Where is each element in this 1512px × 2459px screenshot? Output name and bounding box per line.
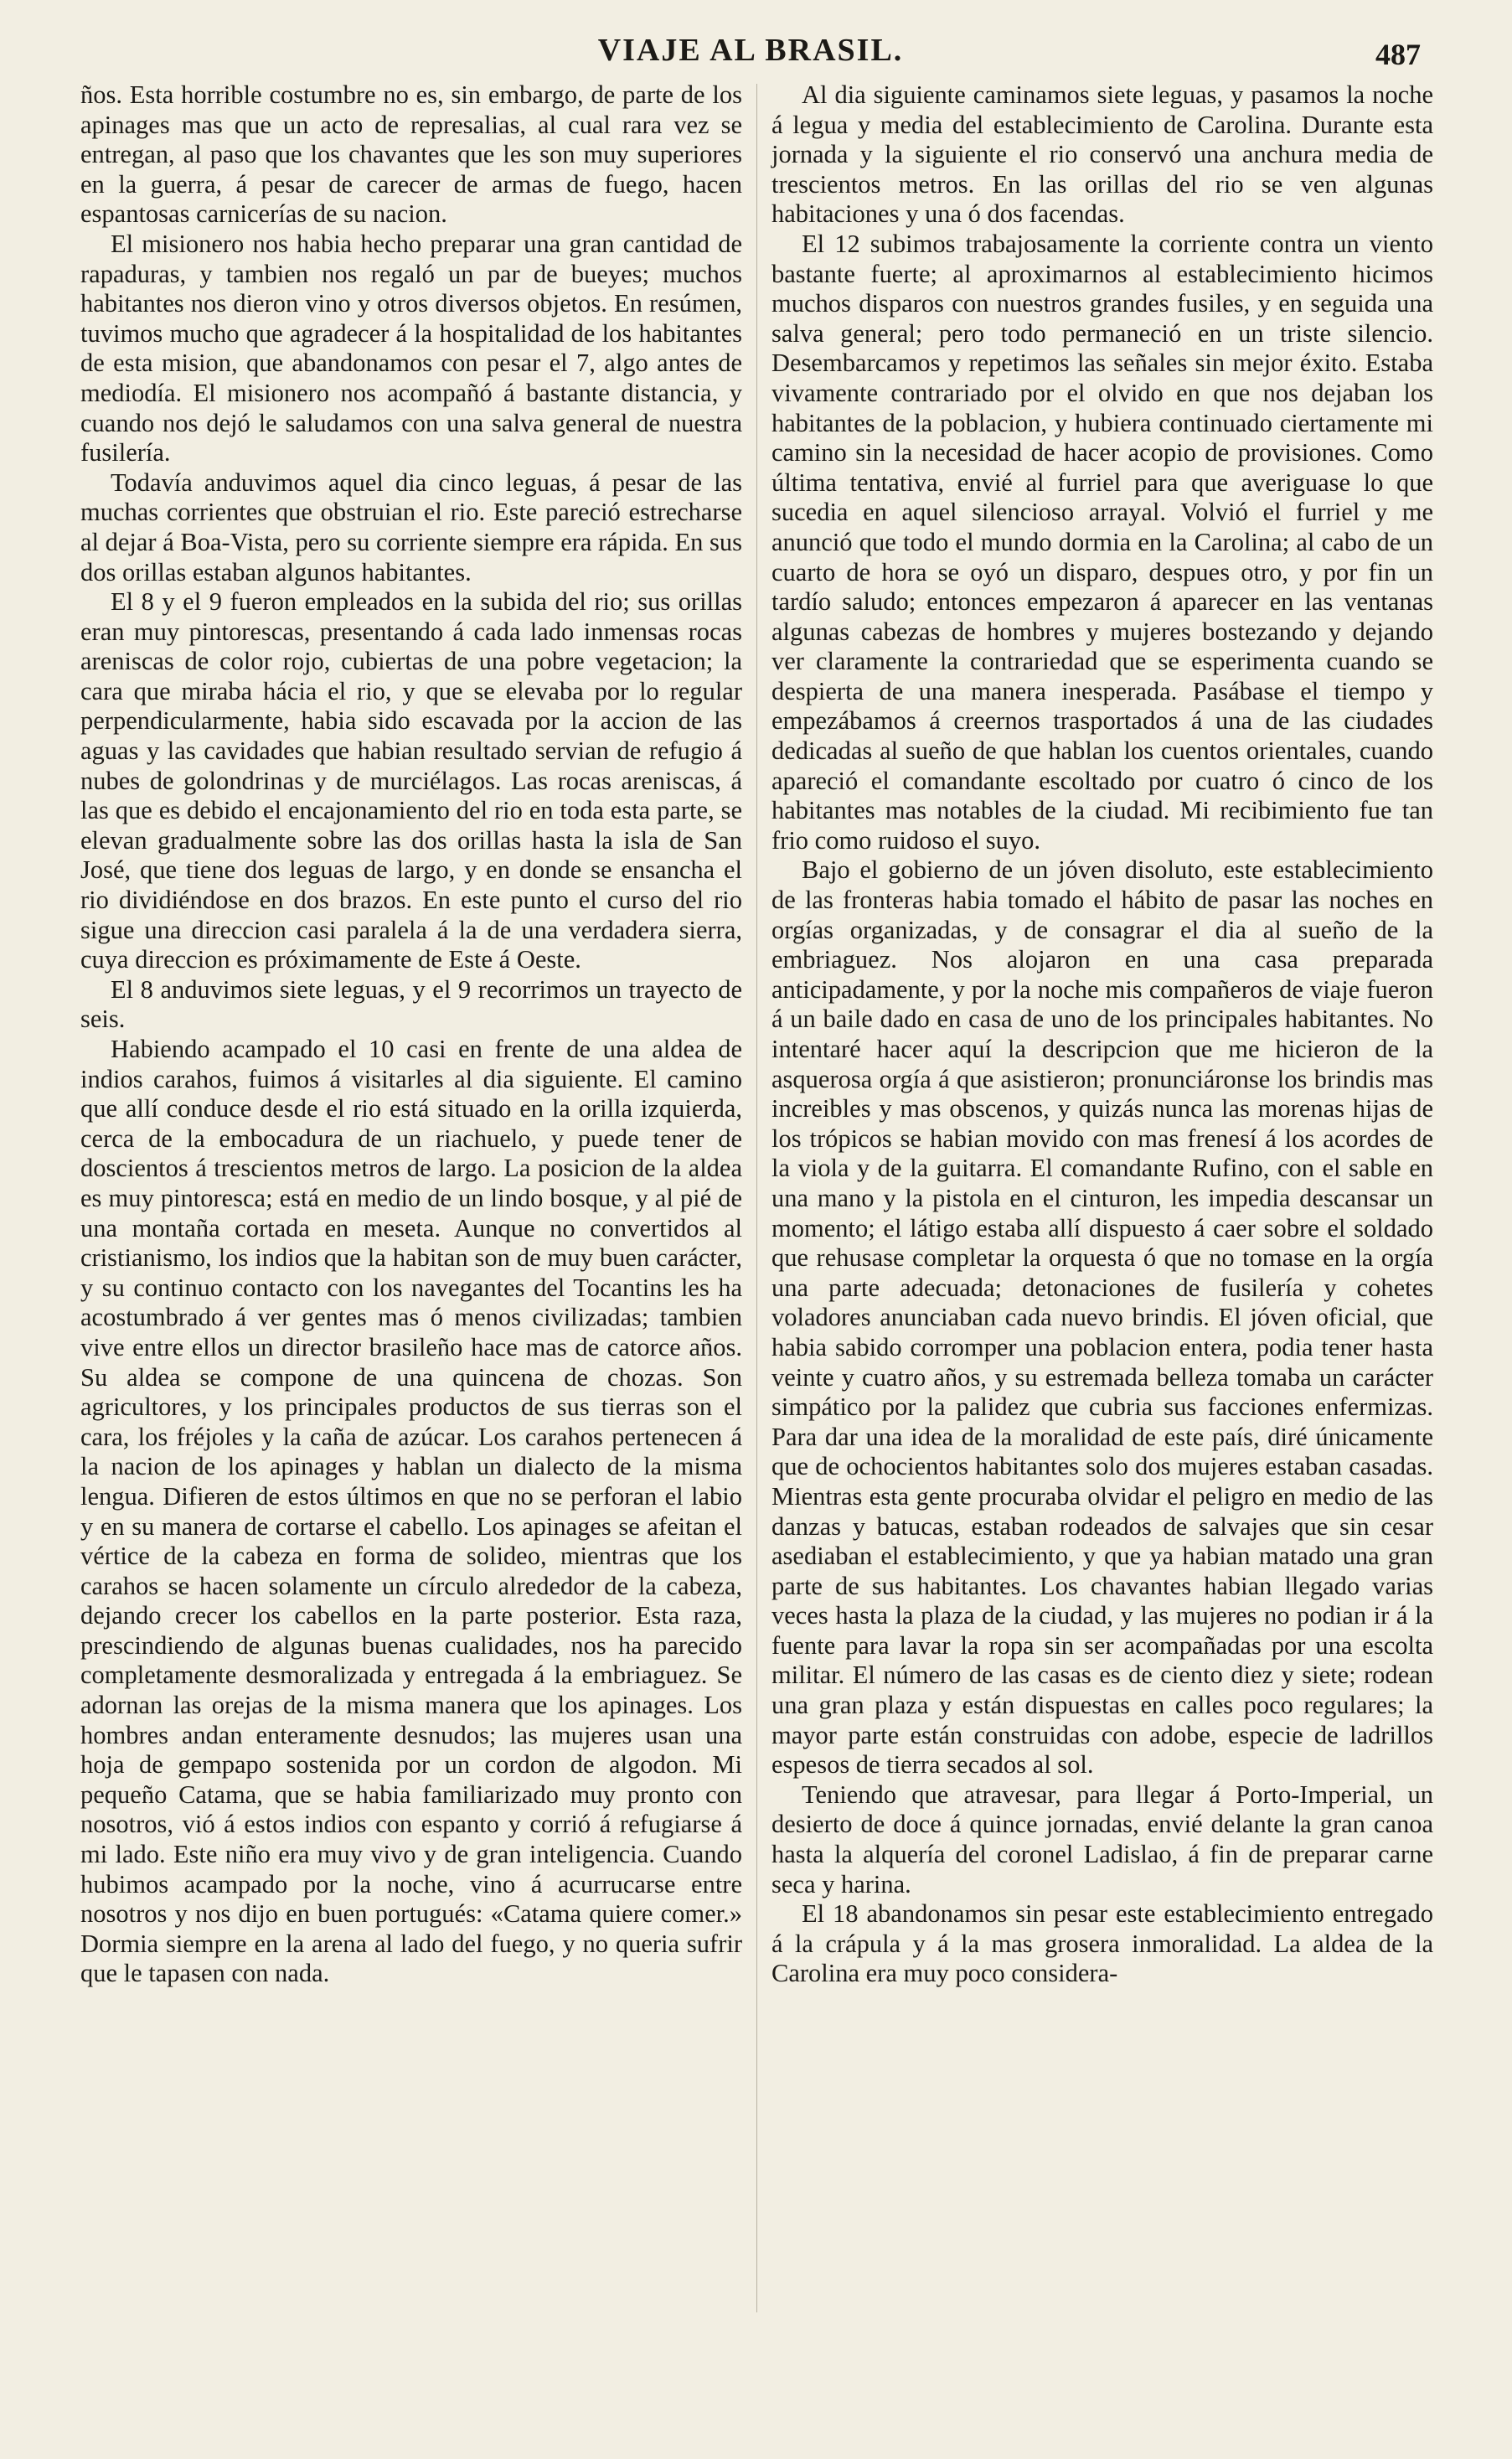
running-title: VIAJE AL BRASIL. — [597, 33, 904, 68]
paragraph: El 18 abandonamos sin pesar este establecimiento entregado á la crápula y á la mas grosera inmoralidad. La aldea de la Carolina era muy poco considera- — [771, 1899, 1433, 1988]
page-header — [80, 32, 1421, 82]
column-divider — [756, 84, 757, 2312]
paragraph: El 8 y el 9 fueron empleados en la subida del rio; sus orillas eran muy pintorescas, presentando á cada lado inmensas rocas areniscas de color rojo, cubiertas de una pobre vegetacion; la cara que miraba hácia el rio, y que se elevaba por lo regular perpendicularmente, habia sido escavada por la accion de las aguas y las cavidades que habian resultado servian de refugio á nubes de golondrinas y de murciélagos. Las rocas areniscas, á las que es debido el encajonamiento del rio en toda esta parte, se elevan gradualmente sobre las dos orillas hasta la isla de San José, que tiene dos leguas de largo, y en donde se ensancha el rio dividiéndose en dos brazos. En este punto el curso del rio sigue una direccion casi paralela á la de una verdadera sierra, cuya direccion es próximamente de Este á Oeste. — [80, 587, 742, 974]
page-number: 487 — [1375, 38, 1421, 71]
paragraph: El misionero nos habia hecho preparar una gran cantidad de rapaduras, y tambien nos regaló un par de bueyes; muchos habitantes nos dieron vino y otros diversos objetos. En resúmen, tuvimos mucho que agradecer á la hospitalidad de los habitantes de esta mision, que abandonamos con pesar el 7, algo antes de mediodía. El misionero nos acompañó á bastante distancia, y cuando nos dejó le saludamos con una salva general de nuestra fusilería. — [80, 229, 742, 468]
paragraph: Habiendo acampado el 10 casi en frente de una aldea de indios carahos, fuimos á visitarles al dia siguiente. El camino que allí conduce desde el rio está situado en la orilla izquierda, cerca de la embocadura de un riachuelo, y puede tener de doscientos á trescientos metros de largo. La posicion de la aldea es muy pintoresca; está en medio de un lindo bosque, y al pié de una montaña cortada en meseta. Aunque no convertidos al cristianismo, los indios que la habitan son de muy buen carácter, y su continuo contacto con los navegantes del Tocantins les ha acostumbrado á ver gentes mas ó menos civilizadas; tambien vive entre ellos un director brasileño hace mas de catorce años. Su aldea se compone de una quincena de chozas. Son agricultores, y los principales productos de sus tierras son el cara, los fréjoles y la caña de azúcar. Los carahos pertenecen á la nacion de los apinages y hablan un dialecto de la misma lengua. Difieren de estos últimos en que no se perforan el labio y en su manera de cortarse el cabello. Los apinages se afeitan el vértice de la cabeza en forma de solideo, mientras que los carahos se hacen solamente un círculo alrededor de la cabeza, dejando crecer los cabellos en la parte posterior. Esta raza, prescindiendo de algunas buenas cualidades, nos ha parecido completamente desmoralizada y entregada á la embriaguez. Se adornan las orejas de la misma manera que los apinages. Los hombres andan enteramente desnudos; las mujeres usan una hoja de gempapo sostenida por un cordon de algodon. Mi pequeño Catama, que se habia familiarizado muy pronto con nosotros, vió á estos indios con espanto y corrió á refugiarse á mi lado. Este niño era muy vivo y de gran inteligencia. Cuando hubimos acampado por la noche, vino á acurrucarse entre nosotros y nos dijo en buen portugués: «Catama quiere comer.» Dormia siempre en la arena al lado del fuego, y no queria sufrir que le tapasen con nada. — [80, 1035, 742, 1988]
right-column — [771, 80, 1433, 1989]
paragraph: Al dia siguiente caminamos siete leguas, y pasamos la noche á legua y media del establecimiento de Carolina. Durante esta jornada y la siguiente el rio conservó una anchura media de trescientos metros. En las orillas del rio se ven algunas habitaciones y una ó dos facendas. — [771, 80, 1433, 229]
paragraph: El 12 subimos trabajosamente la corriente contra un viento bastante fuerte; al aproximarnos al establecimiento hicimos muchos disparos con nuestros grandes fusiles, y en seguida una salva general; pero todo permaneció en un triste silencio. Desembarcamos y repetimos las señales sin mejor éxito. Estaba vivamente contrariado por el olvido en que nos dejaban los habitantes de la poblacion, y hubiera continuado ciertamente mi camino sin la necesidad de hacer acopio de provisiones. Como última tentativa, envié al furriel para que averiguase lo que sucedia en aquel silencioso arrayal. Volvió el furriel y me anunció que todo el mundo dormia en la Carolina; al cabo de un cuarto de hora se oyó un disparo, despues otro, y por fin un tardío saludo; entonces empezaron á aparecer en las ventanas algunas cabezas de hombres y mujeres bostezando y dejando ver claramente la contrariedad que se esperimenta cuando se despierta de una manera inesperada. Pasábase el tiempo y empezábamos á creernos trasportados á una de las ciudades dedicadas al sueño de que hablan los cuentos orientales, cuando apareció el comandante escoltado por cuatro ó cinco de los habitantes mas notables de la ciudad. Mi recibimiento fue tan frio como ruidoso el suyo. — [771, 229, 1433, 855]
paragraph: Todavía anduvimos aquel dia cinco leguas, á pesar de las muchas corrientes que obstruian el rio. Este pareció estrecharse al dejar á Boa-Vista, pero su corriente siempre era rápida. En sus dos orillas estaban algunos habitantes. — [80, 468, 743, 586]
left-column — [80, 80, 742, 1989]
paragraph: ños. Esta horrible costumbre no es, sin embargo, de parte de los apinages mas que un acto de represalias, al cual rara vez se entregan, al paso que los chavantes que les son muy superiores en la guerra, á pesar de carecer de armas de fuego, hacen espantosas carnicerías de su nacion. — [80, 80, 742, 229]
paragraph: Teniendo que atravesar, para llegar á Porto-Imperial, un desierto de doce á quince jornadas, envié delante la gran canoa hasta la alquería del coronel Ladislao, á fin de preparar carne seca y harina. — [771, 1780, 1433, 1898]
paragraph: Bajo el gobierno de un jóven disoluto, este establecimiento de las fronteras habia tomado el hábito de pasar las noches en orgías organizadas, y de consagrar el dia al sueño de la embriaguez. Nos alojaron en una casa preparada anticipadamente, y por la noche mis compañeros de viaje fueron á un baile dado en casa de uno de los principales habitantes. No intentaré hacer aquí la descripcion que me hicieron de la asquerosa orgía á que asistieron; pronunciáronse los brindis mas increibles y mas obscenos, y quizás nunca las morenas hijas de los trópicos se habian movido con mas frenesí á los acordes de la viola y de la guitarra. El comandante Rufino, con el sable en una mano y la pistola en el cinturon, les impedia descansar un momento; el látigo estaba allí dispuesto á caer sobre el soldado que rehusase completar la orquesta ó que no tomase en la orgía una parte adecuada; detonaciones de fusilería y cohetes voladores anunciaban cada nuevo brindis. El jóven oficial, que habia sabido corromper una poblacion entera, podia tener hasta veinte y cuatro años, y su estremada belleza tomaba un carácter simpático por la palidez que cubria sus facciones enfermizas. Para dar una idea de la moralidad de este país, diré únicamente que de ochocientos habitantes solo dos mujeres estaban casadas. Mientras esta gente procuraba olvidar el peligro en medio de las danzas y batucas, estaban rodeados de salvajes que sin cesar asediaban el establecimiento, y que ya habian matado una gran parte de sus habitantes. Los chavantes habian llegado varias veces hasta la plaza de la ciudad, y las mujeres no podian ir á la fuente para lavar la ropa sin ser acompañadas por una escolta militar. El número de las casas es de ciento diez y siete; rodean una gran plaza y están dispuestas en calles poco regulares; la mayor parte están construidas con adobe, especie de ladrillos espesos de tierra secados al sol. — [771, 855, 1433, 1780]
paragraph: El 8 anduvimos siete leguas, y el 9 recorrimos un trayecto de seis. — [80, 974, 742, 1034]
